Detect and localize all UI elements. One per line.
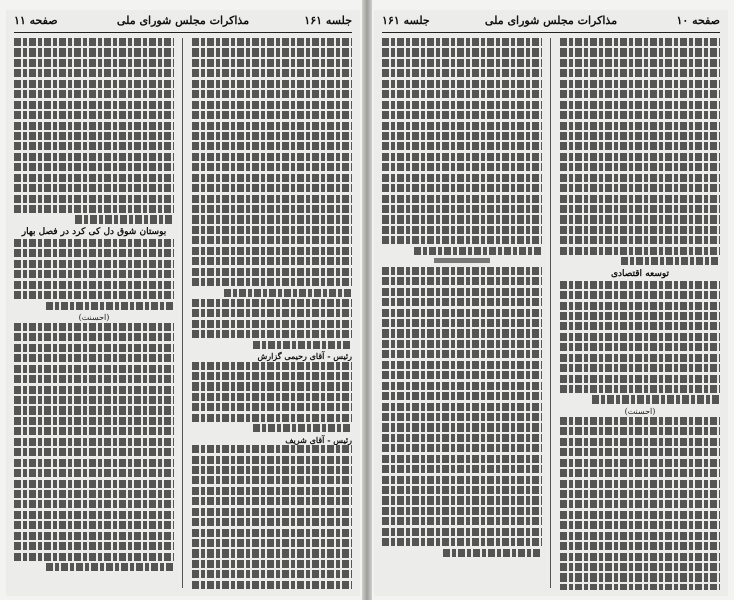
text-line: [14, 511, 174, 519]
text-line: [560, 375, 720, 383]
text-line: [560, 500, 720, 508]
text-line: [192, 101, 352, 109]
text-line: [14, 438, 174, 446]
text-line: [382, 48, 542, 56]
text-line: [14, 354, 174, 362]
text-line: [14, 365, 174, 373]
text-line: [192, 38, 352, 46]
text-line: [382, 444, 542, 452]
text-line: [14, 396, 174, 404]
text-line: [14, 80, 174, 88]
text-line: [14, 153, 174, 161]
text-line: [560, 195, 720, 203]
text-line: [382, 184, 542, 192]
text-line: [14, 480, 174, 488]
text-line: [560, 90, 720, 98]
text-line: [192, 456, 352, 464]
text-line: [192, 403, 352, 411]
text-line: [75, 215, 174, 223]
text-line: [192, 153, 352, 161]
text-line: [560, 111, 720, 119]
text-line: [560, 385, 720, 393]
text-line: [14, 386, 174, 394]
text-line: [382, 142, 542, 150]
text-line: [192, 382, 352, 390]
text-line: [382, 434, 542, 442]
text-line: [560, 312, 720, 320]
text-line: [192, 257, 352, 265]
text-line: [253, 424, 352, 432]
text-line: [14, 111, 174, 119]
text-line: [560, 291, 720, 299]
text-line: [192, 476, 352, 484]
text-line: [560, 364, 720, 372]
text-line: [192, 466, 352, 474]
text-line: [192, 560, 352, 568]
text-line: [382, 517, 542, 525]
text-line: [192, 414, 352, 422]
text-line: [382, 309, 542, 317]
text-line: [560, 333, 720, 341]
text-line: [14, 270, 174, 278]
text-line: [560, 542, 720, 550]
text-line: [382, 90, 542, 98]
text-line: [192, 174, 352, 182]
text-line: [382, 215, 542, 223]
text-line: [382, 38, 542, 46]
text-line: [560, 573, 720, 581]
text-line: [192, 90, 352, 98]
text-line: [382, 361, 542, 369]
text-line: [14, 195, 174, 203]
text-line: [382, 496, 542, 504]
right-page-right-column: [560, 38, 720, 590]
text-line: [382, 371, 542, 379]
text-line: [192, 278, 352, 286]
text-line: [14, 205, 174, 213]
text-line: [14, 281, 174, 289]
text-line: [192, 48, 352, 56]
text-line: [560, 459, 720, 467]
text-line: [592, 395, 720, 403]
text-line: [560, 490, 720, 498]
text-line: [192, 570, 352, 578]
text-line: [382, 122, 542, 130]
text-line: [382, 59, 542, 67]
text-line: [560, 532, 720, 540]
text-line: [560, 215, 720, 223]
text-line: [560, 302, 720, 310]
text-line: [560, 417, 720, 425]
text-line: [382, 277, 542, 285]
text-line: [192, 539, 352, 547]
text-line: [560, 343, 720, 351]
text-line: [560, 563, 720, 571]
applause-note: (احسنت): [624, 406, 656, 416]
right-page-header: [382, 14, 720, 32]
column-separator: [182, 38, 183, 588]
text-line: [14, 260, 174, 268]
text-line: [14, 375, 174, 383]
text-line: [192, 268, 352, 276]
text-line: [560, 153, 720, 161]
text-line: [224, 289, 352, 297]
left-session-number: جلسه ۱۶۱: [304, 14, 352, 27]
text-line: [560, 69, 720, 77]
text-line: [14, 174, 174, 182]
text-line: [382, 476, 542, 484]
right-session-number: جلسه ۱۶۱: [382, 14, 430, 27]
text-line: [192, 508, 352, 516]
text-line: [560, 132, 720, 140]
text-line: [14, 90, 174, 98]
speaker-line: رئیس - آقای رحیمی گزارش: [257, 351, 352, 362]
left-page-title: مذاکرات مجلس شورای ملی: [116, 14, 250, 27]
text-line: [560, 584, 720, 590]
text-line: [382, 132, 542, 140]
text-line: [192, 309, 352, 317]
text-line: [192, 59, 352, 67]
text-line: [382, 382, 542, 390]
text-line: [382, 174, 542, 182]
text-line: [443, 549, 542, 557]
text-line: [382, 101, 542, 109]
text-line: [382, 403, 542, 411]
text-line: [192, 80, 352, 88]
left-page-left-column: [14, 38, 174, 590]
text-line: [382, 69, 542, 77]
text-line: [560, 438, 720, 446]
text-line: [14, 406, 174, 414]
text-line: [382, 226, 542, 234]
right-page-title: مذاکرات مجلس شورای ملی: [484, 14, 618, 27]
applause-note: (احسنت): [78, 312, 110, 322]
text-line: [382, 392, 542, 400]
text-line: [192, 362, 352, 370]
text-line: [14, 163, 174, 171]
text-line: [192, 195, 352, 203]
text-line: [192, 445, 352, 453]
text-line: [14, 142, 174, 150]
text-line: [382, 350, 542, 358]
text-line: [382, 329, 542, 337]
header-rule: [14, 32, 352, 33]
text-line: [382, 267, 542, 275]
text-line: [192, 205, 352, 213]
text-line: [382, 205, 542, 213]
text-line: [560, 322, 720, 330]
text-line: [382, 340, 542, 348]
text-line: [14, 521, 174, 529]
text-line: [382, 163, 542, 171]
text-line: [14, 323, 174, 331]
text-line: [192, 215, 352, 223]
text-line: [560, 521, 720, 529]
text-line: [621, 257, 720, 265]
text-line: [14, 532, 174, 540]
text-line: [14, 500, 174, 508]
text-line: [560, 59, 720, 67]
section-heading: توسعه اقتصادی: [610, 268, 670, 279]
text-line: [382, 465, 542, 473]
text-line: [560, 427, 720, 435]
text-line: [14, 249, 174, 257]
text-line: [192, 163, 352, 171]
text-line: [560, 80, 720, 88]
text-line: [560, 184, 720, 192]
text-line: [14, 333, 174, 341]
text-line: [14, 69, 174, 77]
speaker-line: رئیس - آقای شریف: [285, 434, 352, 445]
text-line: [382, 423, 542, 431]
text-line: [14, 417, 174, 425]
text-line: [560, 247, 720, 255]
text-line: [382, 153, 542, 161]
text-line: [382, 455, 542, 463]
text-line: [192, 320, 352, 328]
text-line: [560, 122, 720, 130]
text-line: [560, 38, 720, 46]
section-divider: [434, 258, 490, 263]
text-line: [14, 291, 174, 299]
left-page-header: [14, 14, 352, 32]
book-gutter: [362, 0, 372, 600]
text-line: [560, 163, 720, 171]
text-line: [192, 529, 352, 537]
text-line: [192, 330, 352, 338]
text-line: [253, 341, 352, 349]
text-line: [192, 487, 352, 495]
text-line: [14, 239, 174, 247]
text-line: [382, 507, 542, 515]
text-line: [192, 497, 352, 505]
text-line: [560, 281, 720, 289]
text-line: [14, 553, 174, 561]
text-line: [192, 184, 352, 192]
text-line: [14, 427, 174, 435]
text-line: [382, 298, 542, 306]
text-line: [560, 354, 720, 362]
text-line: [560, 174, 720, 182]
text-line: [560, 48, 720, 56]
text-line: [192, 236, 352, 244]
text-line: [192, 122, 352, 130]
right-page-number: صفحه ۱۰: [676, 14, 720, 27]
text-line: [14, 542, 174, 550]
text-line: [382, 288, 542, 296]
text-line: [14, 59, 174, 67]
text-line: [14, 490, 174, 498]
text-line: [14, 469, 174, 477]
text-line: [192, 142, 352, 150]
text-line: [14, 344, 174, 352]
text-line: [382, 319, 542, 327]
header-rule: [382, 32, 720, 33]
text-line: [14, 122, 174, 130]
text-line: [14, 448, 174, 456]
text-line: [192, 299, 352, 307]
text-line: [192, 226, 352, 234]
text-line: [414, 247, 542, 255]
text-line: [46, 302, 174, 310]
text-line: [192, 111, 352, 119]
text-line: [560, 480, 720, 488]
text-line: [560, 226, 720, 234]
text-line: [560, 101, 720, 109]
text-line: [192, 69, 352, 77]
text-line: [192, 549, 352, 557]
text-line: [192, 581, 352, 589]
text-line: [382, 538, 542, 546]
left-page: [6, 10, 360, 596]
text-line: [14, 101, 174, 109]
text-line: [14, 459, 174, 467]
text-line: [382, 80, 542, 88]
column-separator: [550, 38, 551, 588]
text-line: [560, 448, 720, 456]
left-page-number: صفحه ۱۱: [14, 14, 58, 27]
text-line: [192, 393, 352, 401]
right-page: [374, 10, 728, 596]
text-line: [192, 372, 352, 380]
text-line: [14, 48, 174, 56]
text-line: [382, 528, 542, 536]
text-line: [560, 511, 720, 519]
text-line: [382, 236, 542, 244]
text-line: [560, 236, 720, 244]
text-line: [560, 553, 720, 561]
text-line: [14, 38, 174, 46]
text-line: [560, 142, 720, 150]
text-line: [560, 469, 720, 477]
text-line: [192, 518, 352, 526]
text-line: [382, 413, 542, 421]
text-line: [192, 132, 352, 140]
text-line: [382, 195, 542, 203]
text-line: [560, 205, 720, 213]
text-line: [382, 486, 542, 494]
text-line: [382, 111, 542, 119]
left-page-right-column: [192, 38, 352, 590]
text-line: [192, 247, 352, 255]
poem-heading: بوستان شوق دل کی کرد در فصل بهار: [21, 226, 167, 237]
text-line: [46, 563, 174, 571]
right-page-left-column: [382, 38, 542, 590]
text-line: [14, 184, 174, 192]
text-line: [14, 132, 174, 140]
